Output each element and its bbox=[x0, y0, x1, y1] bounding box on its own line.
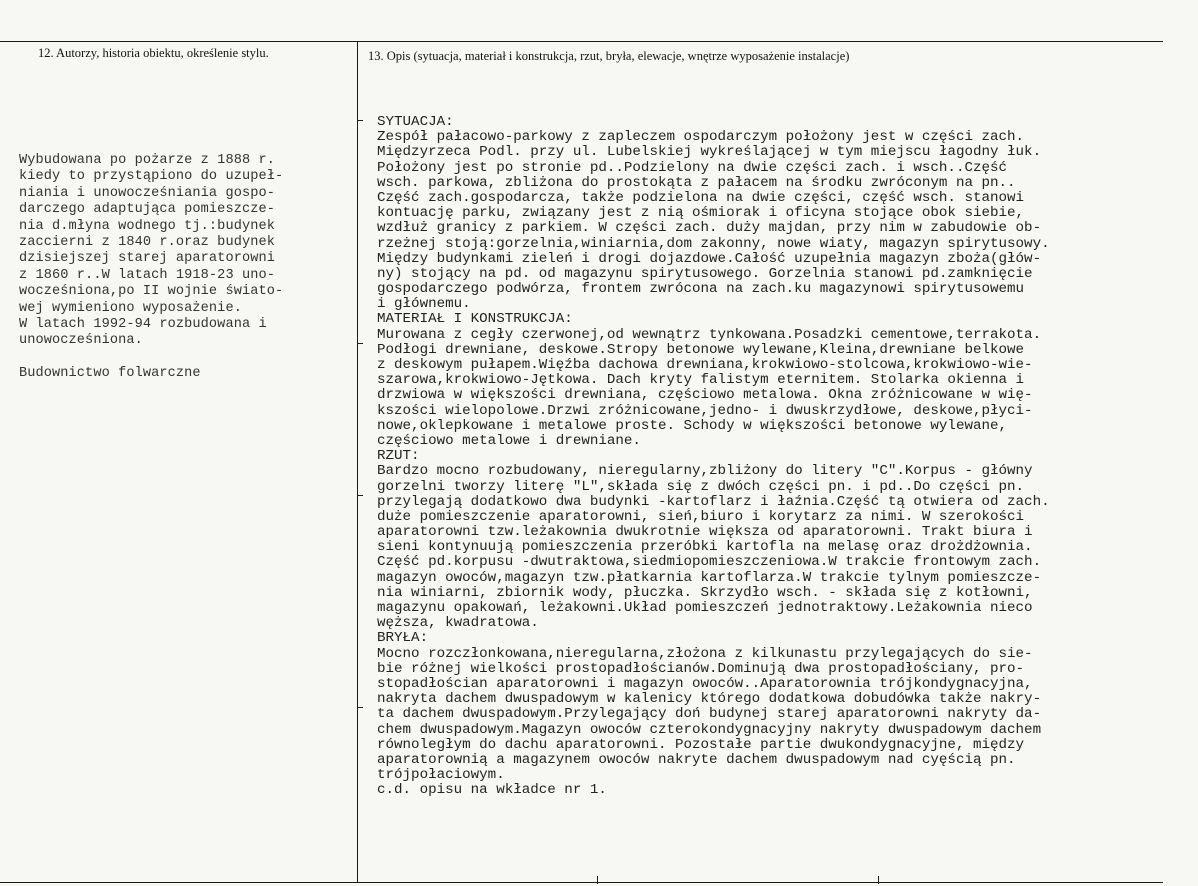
description-line: RZUT: bbox=[377, 448, 420, 465]
bottom-tick-1 bbox=[597, 876, 598, 884]
header-description: 13. Opis (sytuacja, materiał i konstrukcja, rzut, bryła, elewacje, wnętrze wyposażenie instalacje) bbox=[368, 49, 850, 63]
top-rule bbox=[0, 41, 1163, 42]
description-line: duże pomieszczenie aparatorowni, sień,biuro i korytarz za nimi. W szerokości bbox=[377, 508, 1025, 525]
description-line: trójpołaciowym. bbox=[377, 767, 505, 784]
description-line: ny) stojący na pd. od magazynu spirytusowego. Gorzelnia stanowi pd.zamknięcie bbox=[377, 265, 1033, 282]
description-line: Część zach.gospodarcza, także podzielona na dwie części, część wsch. stanowi bbox=[377, 189, 1025, 206]
description-line: rzeżnej stoją:gorzelnia,winiarnia,dom zakonny, nowe wiaty, magazyn spirytusowy. bbox=[377, 235, 1050, 252]
description-line: nia winiarni, zbiornik wody, płuczka. Skrzydło wsch. - składa się z kotłowni, bbox=[377, 584, 1033, 601]
history-text bbox=[19, 153, 349, 382]
description-line: magazyn owoców,magazyn tzw.płatkarnia kartoflarza.W trakcie tylnym pomieszcze- bbox=[377, 569, 1042, 586]
description-line: gorzelni tworzy literę "L",składa się z dwóch części pn. i pd..Do części pn. bbox=[377, 478, 1025, 495]
section-tick-sytuacja bbox=[357, 120, 363, 121]
section-tick-rzut bbox=[357, 495, 363, 496]
description-line: nakryta dachem dwuspadowym w kalenicy którego dodatkowa dobudówka także nakry- bbox=[377, 691, 1042, 708]
history-line: z 1860 r..W latach 1918-23 uno- bbox=[19, 267, 275, 283]
history-line: nia d.młyna wodnego tj.:budynek bbox=[19, 218, 275, 234]
description-text bbox=[377, 115, 1177, 798]
description-line: kszości wielopolowe.Drzwi zróżnicowane,jedno- i dwuskrzydłowe, deskowe,płyci- bbox=[377, 402, 1033, 419]
history-line: unowocześniona. bbox=[19, 333, 143, 349]
bottom-rule bbox=[0, 882, 1163, 883]
description-line: częściowo metalowe i drewniane. bbox=[377, 432, 641, 449]
history-line: wocześniona,po II wojnie świato- bbox=[19, 284, 284, 300]
description-line: magazynu opakowań, leżakowni.Układ pomieszczeń jednotraktowy.Leżakownia nieco bbox=[377, 600, 1033, 616]
description-line: Między budynkami zieleń i drogi dojazdowe.Całość uzupełnia magazyn zboża(głów- bbox=[377, 250, 1042, 267]
description-line: kontuację parku, związany jest z nią ośmiorak i oficyna stojące obok siebie, bbox=[377, 205, 1025, 222]
history-line: zaccierni z 1840 r.oraz budynek bbox=[19, 234, 275, 250]
description-line: BRYŁA: bbox=[377, 630, 429, 647]
description-line: i głównemu. bbox=[377, 296, 471, 313]
description-line: Bardzo mocno rozbudowany, nieregularny,zbliżony do litery "C".Korpus - główny bbox=[377, 463, 1033, 480]
description-line: Część pd.korpusu -dwutraktowa,siedmiopomieszczeniowa.W trakcie frontowym zach. bbox=[377, 554, 1042, 571]
history-line: niania i unowocześniania gospo- bbox=[19, 185, 275, 201]
description-line: Zespół pałacowo-parkowy z zapleczem ospodarczym położony jest w części zach. bbox=[377, 129, 1025, 146]
description-line: Mocno rozczłonkowana,nieregularna,złożona z kilkunastu przylegających do sie- bbox=[377, 645, 1033, 662]
description-line: szarowa,krokwiowo-Jętkowa. Dach kryty falistym eternitem. Stolarka okienna i bbox=[377, 372, 1025, 389]
description-line: chem dwuspadowym.Magazyn owoców czterokondygnacyjny nakryty dwuspadowym dachem bbox=[377, 721, 1042, 738]
history-line: darczego adaptująca pomieszcze- bbox=[19, 202, 275, 218]
history-line: wej wymieniono wyposażenie. bbox=[19, 300, 242, 316]
history-line: Wybudowana po pożarze z 1888 r. bbox=[19, 153, 275, 168]
description-line: wsch. parkowa, zbliżona do prostokąta z pałacem na środku zwróconym na pn.. bbox=[377, 174, 1016, 191]
description-line: MATERIAŁ I KONSTRUKCJA: bbox=[377, 311, 573, 328]
description-line: Międzyrzeca Podl. przy ul. Lubelskiej wykreślającej w tym miejscu łagodny łuk. bbox=[377, 144, 1042, 161]
description-line: ta dachem dwuspadowym.Przylegający doń budynej starej aparatorowni nakryty da- bbox=[377, 706, 1042, 723]
description-line: Podłogi drewniane, deskowe.Stropy betonowe wylewane,Kleina,drewniane belkowe bbox=[377, 341, 1025, 358]
description-line: Murowana z cegły czerwonej,od wewnątrz tynkowana.Posadzki cementowe,terrakota. bbox=[377, 326, 1042, 343]
description-line: bie różnej wielkości prostopadłościanów.Dominują dwa prostopadłościany, pro- bbox=[377, 660, 1025, 677]
section-tick-bryla bbox=[357, 707, 363, 708]
description-line: aparatorowni tzw.leżakownia dwukrotnie większa od aparatorowni. Trakt biura i bbox=[377, 524, 1033, 541]
description-line: c.d. opisu na wkładce nr 1. bbox=[377, 782, 607, 799]
column-divider bbox=[357, 41, 358, 883]
description-line: z deskowym pułapem.Więźba dachowa drewniana,krokwiowo-stolcowa,krokwiowo-wie- bbox=[377, 357, 1033, 373]
description-line: nowe,oklepkowane i metalowe proste. Schody w większości betonowe wylewane, bbox=[377, 417, 1008, 434]
description-line: aparatorownią a magazynem owoców nakryte dachem dwuspadowym nad cyęścią pn. bbox=[377, 751, 1016, 768]
header-authors-history: 12. Autorzy, historia obiektu, określenie stylu. bbox=[38, 46, 269, 60]
history-line: kiedy to przystąpiono do uzupeł- bbox=[19, 169, 284, 185]
description-line: SYTUACJA: bbox=[377, 114, 454, 130]
description-line: Położony jest po stronie pd..Podzielony na dwie części zach. i wsch..Część bbox=[377, 159, 1008, 176]
description-line: węższa, kwadratowa. bbox=[377, 615, 539, 632]
description-line: gospodarczego podwórza, frontem zwrócona na zach.ku magazynowi spirytusowemu bbox=[377, 281, 1025, 298]
bottom-tick-2 bbox=[878, 876, 879, 884]
history-line: W latach 1992-94 rozbudowana i bbox=[19, 316, 267, 332]
description-line: równoległym do dachu aparatorowni. Pozostałe partie dwukondygnacyjne, między bbox=[377, 736, 1025, 753]
description-line: stopadłościan aparatorowni i magazyn owoców..Aparatorownia trójkondygnacyjna, bbox=[377, 675, 1033, 692]
style-text: Budownictwo folwarczne bbox=[19, 366, 201, 382]
description-line: sieni kontynuują pomieszczenia przeróbki kartofla na melasę oraz drożdżownia. bbox=[377, 539, 1033, 556]
history-line: dzisiejszej starej aparatorowni bbox=[19, 251, 275, 267]
section-tick-material bbox=[357, 343, 363, 344]
description-line: przylegają dodatkowo dwa budynki -kartoflarz i łaźnia.Część tą otwiera od zach. bbox=[377, 493, 1050, 510]
description-line: wzdłuż granicy z parkiem. W części zach. duży majdan, przy nim w zabudowie ob- bbox=[377, 220, 1042, 237]
description-line: drzwiowa w większości drewniana, częściowo metalowa. Okna zróżnicowane w wię- bbox=[377, 387, 1033, 404]
